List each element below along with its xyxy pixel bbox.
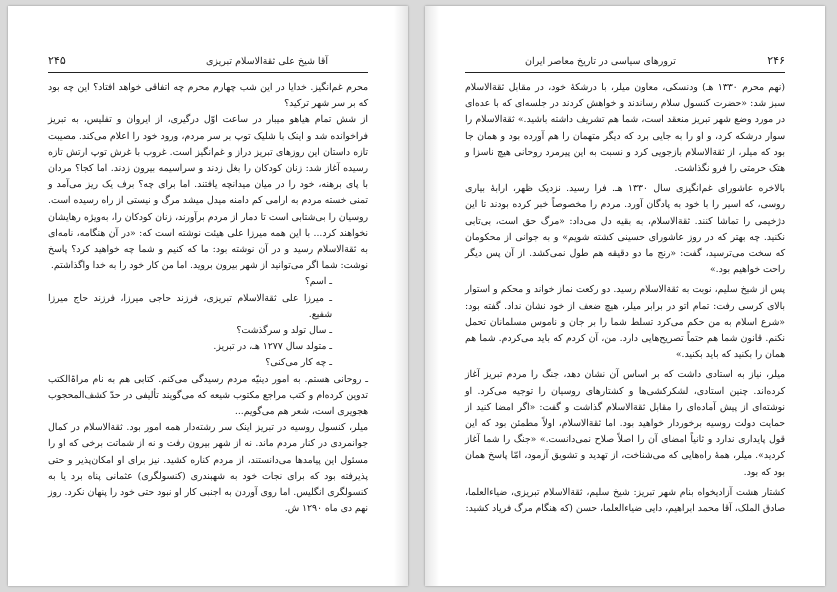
- list-item: ـ اسم؟: [304, 276, 332, 288]
- paragraph: از شش تمام هیاهو میبار در ساعت اوّل درگیری، از ایروان و تفلیس، به تبریز فراخوانده شد و اینک با شلیک توپ بر سر مردم، ورود خود را اعلام می‌کند. مصیبت تازه داستان این روزهای تبریز دراز و غم‌انگیز است. غروب با غرش توپ ارتش تازه رسیده آغاز شد: زنان کودکان را بغل زدند و سراسیمه بیرون زدند. اما کجا؟ مردان با پای برهنه، خود را در میان میدانچه یافتند. اما برای چه؟ برف یک ریز می‌آمد و تمنی خسته مردم به ارامی کم دامنه میدل میشد مرگ و نیستی از راه رسیده است. روسیان را بی‌شتابی است تا دمار از مردم برآورند، زنان کودکان را، به‌ویژه رهایشان نخواهند کرد... با این همه میرزا علی هیئت نوشته است که: «در آن هنگامه، نامه‌ای به ثقة‌الاسلام رسید و در آن نوشته بود: ما که کنیم و شما چه خواهید کرد؟ پاسخ نوشت: شما اگر می‌توانید از شهر بیرون بروید. اما من کار خود را به خدا واگذاشتم.: [48, 114, 368, 272]
- paragraph: محرم غم‌انگیز. خدایا در این شب چهارم محرم چه اتفاقی خواهد افتاد؟ این چه بود که بر سر شهر ترکید؟: [48, 82, 368, 110]
- list-item: ـ سال تولد و سرگذشت؟: [236, 325, 332, 337]
- paragraph: کشتار هشت آزادیخواه بنام شهر تبریز: شیخ سلیم، ثقة‌الاسلام تبریزی، ضیاءالعلما، صادق الملک، آقا محمد ابراهیم، دایی ضیاءالعلما، حسن (که هنگام مرگ فریاد کشید:: [465, 486, 785, 515]
- book-page-left: [8, 6, 408, 586]
- paragraph: میلر، نیاز به استادی داشت که بر اساس آن نشان دهد، جنگ را مردم تبریز آغاز کرده‌اند. چنین استادی، لشکرکشی‌ها و کشتارهای روسیان را توجیه می‌کرد. او نوشته‌ای از پیش آماده‌ای را مقابل ثقة‌الاسلام گذاشت و گفت: «اگر امضا کنید از حمایت دولت روسیه برخوردار خواهید بود. اما ثقة‌الاسلام، اولاً مطمئن بود که این قول پایداری ندارد و ثانیاً امضای آن را اصلاً صلاح نمی‌دانست.» «جنگ را شما آغاز کردید». میلر، همهٔ راه‌هایی که می‌شناخت، از تهدید و تشویق آزمود، امّا پاسخ همان بود که بود.: [465, 369, 785, 478]
- page-header: [465, 54, 785, 73]
- dialogue-list: [48, 274, 368, 371]
- list-item: ـ میرزا علی ثقة‌الاسلام تبریزی، فرزند حاجی میرزا، فرزند حاج میرزا شفیع.: [48, 292, 332, 320]
- book-page-right: [425, 6, 825, 586]
- paragraph: بالاخره عاشورای غم‌انگیزی سال ۱۳۳۰ هـ. فرا رسید. نزدیک ظهر، ارابهٔ بیاری روسی، که اسیر را با خود به پادگان آورد. مردم را مخصوصاً خبر کرده بودند تا این دژخیمی را تماشا کنند. ثقة‌الاسلام، به بقیه دل می‌داد: «مرگ حق است، بی‌تابی نکنید. چه بهتر که در روز عاشورای حسینی کشته شویم» و به جوانی از محکومان که سخت می‌ترسید، گفت: «رنج ما دو دقیقه هم طول نمی‌کشد. از آن پس دیگر راحت خواهیم بود.»: [465, 183, 785, 276]
- page-number: ۲۴۶: [767, 54, 785, 67]
- paragraph: میلر، کنسول روسیه در تبریز اینک سر رشته‌دار همه امور بود. ثقة‌الاسلام در کمال جوانمردی در کنار مردم ماند. نه از شهر بیرون رفت و نه از شماتت برخی که او را مسئول این پیامدها می‌دانستند، از مردم کناره کشید. نیز برای او امکان‌پذیر و حتی پذیرفته بود که برای نجات خود به شهبندری (کنسولگری) عثمانی پناه برد یا به کنسولگری انگلیس. اما روی آوردن به اجنبی کار او نبود حتی خود را پنهان نکرد. روز نهم دی ماه ۱۲۹۰ ش.: [48, 422, 368, 515]
- page-number: ۲۴۵: [48, 54, 66, 67]
- page-body: [48, 80, 368, 517]
- list-item: ـ چه کار می‌کنی؟: [265, 357, 332, 369]
- page-header: [48, 54, 368, 73]
- list-item: ـ متولد سال ۱۲۷۷ هـ، در تبریز.: [213, 341, 332, 353]
- running-title: ترورهای سیاسی در تاریخ معاصر ایران: [525, 56, 676, 67]
- page-body: [465, 80, 785, 517]
- paragraph: ـ روحانی هستم. به امور دینیّه مردم رسیدگی می‌کنم. کتابی هم به نام مراۃ‌الکتب تدوین کرده‌ام و کتب مراجع مکتوب شیعه که می‌گویند تألیفی در حدّ کشف‌المحجوب هجویری است، شعر هم می‌گویم...: [48, 373, 368, 418]
- page-gutter-shadow: [394, 6, 408, 586]
- running-title: آقا شیخ علی ثقة‌الاسلام تبریزی: [205, 56, 328, 67]
- page-gutter-shadow: [425, 6, 439, 586]
- paragraph: (نهم محرم ۱۳۳۰ هـ) ودنسکی، معاون میلر، با درشکهٔ خود، در مقابل ثقة‌الاسلام سبز شد: «حضرت کنسول سلام رساندند و خواهش کردند در جلسه‌ای که با عده‌ای در مورد وضع شهر تبریز منعقد است، شما هم تشریف داشته باشید.» ثقة‌الاسلام را سوار درشکه کرد، و او را به جایی برد که دیگر متهمان را هم آورده بود و همان جا بود که میلر، از ثقة‌الاسلام بازجویی کرد و نسبت به این پیرمرد روحانی هیچ ناسزا و هتک حرمتی را فرو نگذاشت.: [465, 82, 785, 175]
- paragraph: پس از شیخ سلیم، نوبت به ثقة‌الاسلام رسید. دو رکعت نماز خواند و محکم و استوار بالای کرسی رفت: تمام اتو در برابر میلر، هیچ ضعف از خود نشان نداد. گفته بود: «شرع اسلام به من حکم می‌کرد تسلط شما را بر جان و ناموس مسلمانان تحمل نکنم. قانون شما هم حتماً تصریح‌هایی دارد. من، آن کردم که باید می‌کردم. شما هم همان را بکنید که باید بکنید.»: [465, 284, 785, 361]
